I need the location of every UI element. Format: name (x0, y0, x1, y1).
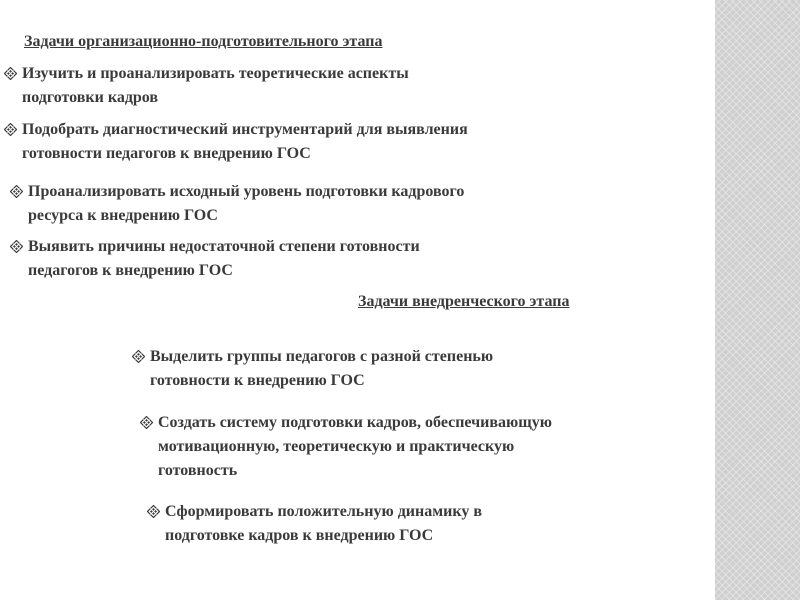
stage2-task-3: Сформировать положительную динамику в подготовке кадров к внедрению ГОС (165, 500, 482, 548)
stage2-task-2: Создать систему подготовки кадров, обеспечивающую мотивационную, теоретическую и практическую готовность (158, 411, 552, 483)
stage1-task-2: Подобрать диагностический инструментарий для выявления готовности педагогов к внедрению ГОС (22, 118, 468, 166)
stage2-heading: Задачи внедренческого этапа (358, 293, 570, 310)
stage1-task-4: Выявить причины недостаточной степени готовности педагогов к внедрению ГОС (28, 235, 420, 283)
diamond-bullet-icon (10, 240, 23, 253)
diamond-bullet-icon (132, 350, 145, 363)
diamond-bullet-icon (147, 505, 160, 518)
decorative-side-band (715, 0, 800, 600)
stage1-heading: Задачи организационно-подготовительного этапа (24, 33, 383, 50)
stage1-task-1: Изучить и проанализировать теоретические аспекты подготовки кадров (22, 62, 409, 110)
stage1-task-3: Проанализировать исходный уровень подготовки кадрового ресурса к внедрению ГОС (28, 180, 464, 228)
stage2-task-1: Выделить группы педагогов с разной степенью готовности к внедрению ГОС (150, 345, 493, 393)
diamond-bullet-icon (4, 67, 17, 80)
diamond-bullet-icon (4, 123, 17, 136)
diamond-bullet-icon (10, 185, 23, 198)
diamond-bullet-icon (140, 416, 153, 429)
